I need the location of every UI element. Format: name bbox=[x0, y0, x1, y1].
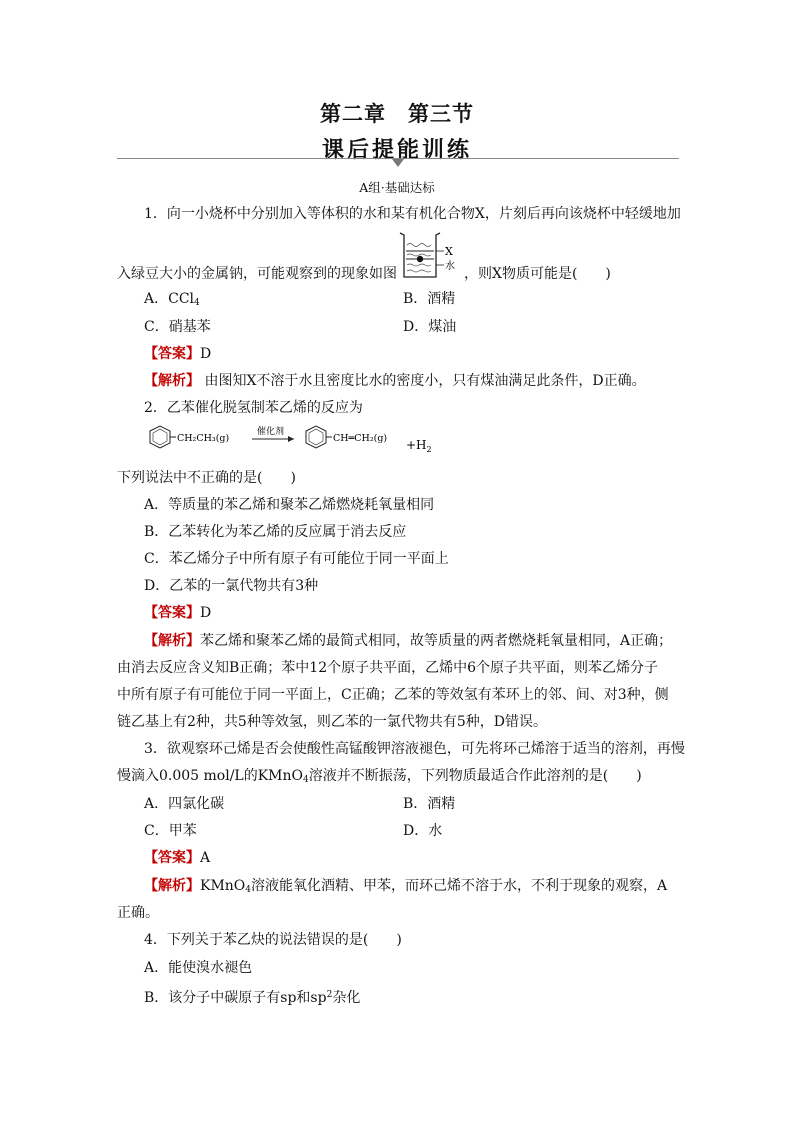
q3-answer bbox=[144, 849, 210, 867]
q1-option-a-text: A．CCl bbox=[144, 291, 195, 307]
q1-analysis-tag: 【解析】 bbox=[144, 373, 200, 389]
q1-stem-line2b: ，则X物质可能是( ) bbox=[464, 266, 611, 282]
group-label: A组·基础达标 bbox=[359, 180, 435, 195]
q1-option-a-sub: 4 bbox=[194, 298, 200, 308]
q2-option-a: A．等质量的苯乙烯和聚苯乙烯燃烧耗氧量相同 bbox=[144, 497, 435, 513]
q1-answer-value: D bbox=[200, 346, 212, 362]
q1-stem-line2a: 入绿豆大小的金属钠，可能观察到的现象如图 bbox=[117, 266, 397, 282]
q2-analysis-tag: 【解析】 bbox=[144, 633, 200, 649]
chapter-title: 第二章 第三节 bbox=[320, 102, 474, 126]
eq-h-sub: 2 bbox=[426, 445, 432, 454]
q2-option-c: C．苯乙烯分子中所有原子有可能位于同一平面上 bbox=[144, 551, 449, 567]
q3-analysis-line2: 正确。 bbox=[117, 905, 159, 921]
q3-answer-value: A bbox=[200, 850, 211, 866]
q2-prompt: 下列说法中不正确的是( ) bbox=[117, 470, 296, 486]
fig-label-x: X bbox=[445, 245, 453, 258]
q4-option-a: A．能使溴水褪色 bbox=[144, 960, 253, 976]
q3-option-d: D．水 bbox=[403, 823, 443, 839]
q3-stem-line2 bbox=[117, 767, 642, 789]
eq-catalyst: 催化剂 bbox=[257, 427, 285, 437]
q3-option-a: A．四氯化碳 bbox=[144, 796, 225, 812]
q3-answer-tag: 【答案】 bbox=[144, 850, 200, 866]
q3-stem-line2-a: 慢滴入0.005 mol/L的KMnO bbox=[117, 768, 304, 784]
q3-analysis-line1 bbox=[144, 877, 667, 899]
q2-answer-value: D bbox=[200, 605, 212, 621]
q2-analysis-text1: 苯乙烯和聚苯乙烯的最简式相同，故等质量的两者燃烧耗氧量相同，A正确； bbox=[200, 633, 673, 649]
q2-stem: 2．乙苯催化脱氢制苯乙烯的反应为 bbox=[144, 400, 363, 416]
q2-analysis-line1 bbox=[144, 632, 672, 650]
q4-option-b bbox=[144, 986, 360, 1007]
divider-triangle-marker bbox=[392, 159, 404, 167]
section-subtitle: 课后提能训练 bbox=[321, 138, 472, 163]
q4-option-b-b: 杂化 bbox=[332, 990, 361, 1006]
q3-stem-line2-b: 溶液并不断振荡，下列物质最适合作此溶剂的是( ) bbox=[308, 768, 642, 784]
q3-analysis-a: KMnO bbox=[200, 878, 246, 894]
q2-option-d: D．乙苯的一氯代物共有3种 bbox=[144, 578, 319, 594]
q2-option-b: B．乙苯转化为苯乙烯的反应属于消去反应 bbox=[144, 524, 407, 540]
eq-product: CH═CH₂(g) bbox=[333, 433, 388, 444]
q3-option-b: B．酒精 bbox=[403, 796, 456, 812]
q1-answer-tag: 【答案】 bbox=[144, 346, 200, 362]
eq-plus-h: +H bbox=[406, 438, 427, 452]
q1-analysis bbox=[144, 372, 646, 390]
q4-stem: 4．下列关于苯乙炔的说法错误的是( ) bbox=[144, 932, 402, 948]
q2-answer bbox=[144, 604, 211, 622]
beaker-figure bbox=[398, 229, 464, 281]
q1-option-d: D．煤油 bbox=[403, 319, 457, 335]
q1-option-b: B．酒精 bbox=[403, 291, 456, 307]
q3-analysis-tag: 【解析】 bbox=[144, 878, 200, 894]
q1-option-a bbox=[144, 290, 200, 312]
q2-answer-tag: 【答案】 bbox=[144, 605, 200, 621]
q3-stem-line2-sub: 4 bbox=[303, 775, 309, 785]
reaction-equation bbox=[144, 424, 444, 458]
q1-answer bbox=[144, 345, 211, 363]
q2-analysis-line2: 由消去反应含义知B正确；苯中12个原子共平面，乙烯中6个原子共平面，则苯乙烯分子 bbox=[117, 660, 659, 676]
q2-analysis-line4: 链乙基上有2种，共5种等效氢，则乙苯的一氯代物共有5种，D错误。 bbox=[117, 714, 547, 730]
fig-label-water: 水 bbox=[445, 261, 455, 272]
q1-stem-line1: 1．向一小烧杯中分别加入等体积的水和某有机化合物X，片刻后再向该烧杯中轻缓地加 bbox=[144, 206, 681, 222]
q1-option-c: C．硝基苯 bbox=[144, 319, 211, 335]
q2-analysis-line3: 中所有原子有可能位于同一平面上，C正确；乙苯的等效氢有苯环上的邻、间、对3种，侧 bbox=[117, 687, 669, 703]
q1-analysis-text: 由图知X不溶于水且密度比水的密度小，只有煤油满足此条件，D正确。 bbox=[204, 373, 646, 389]
q3-analysis-sub: 4 bbox=[245, 885, 252, 895]
q3-option-c: C．甲苯 bbox=[144, 823, 197, 839]
q4-option-b-sup: 2 bbox=[326, 990, 333, 1000]
eq-reactant: CH₂CH₃(g) bbox=[177, 433, 230, 444]
eq-plus-h2 bbox=[406, 438, 432, 454]
q3-analysis-b: 溶液能氧化酒精、甲苯，而环己烯不溶于水，不利于现象的观察，A bbox=[251, 878, 668, 894]
q4-option-b-a: B．该分子中碳原子有sp和sp bbox=[144, 990, 327, 1006]
q3-stem-line1: 3．欲观察环己烯是否会使酸性高锰酸钾溶液褪色，可先将环己烯溶于适当的溶剂，再慢 bbox=[144, 741, 685, 757]
